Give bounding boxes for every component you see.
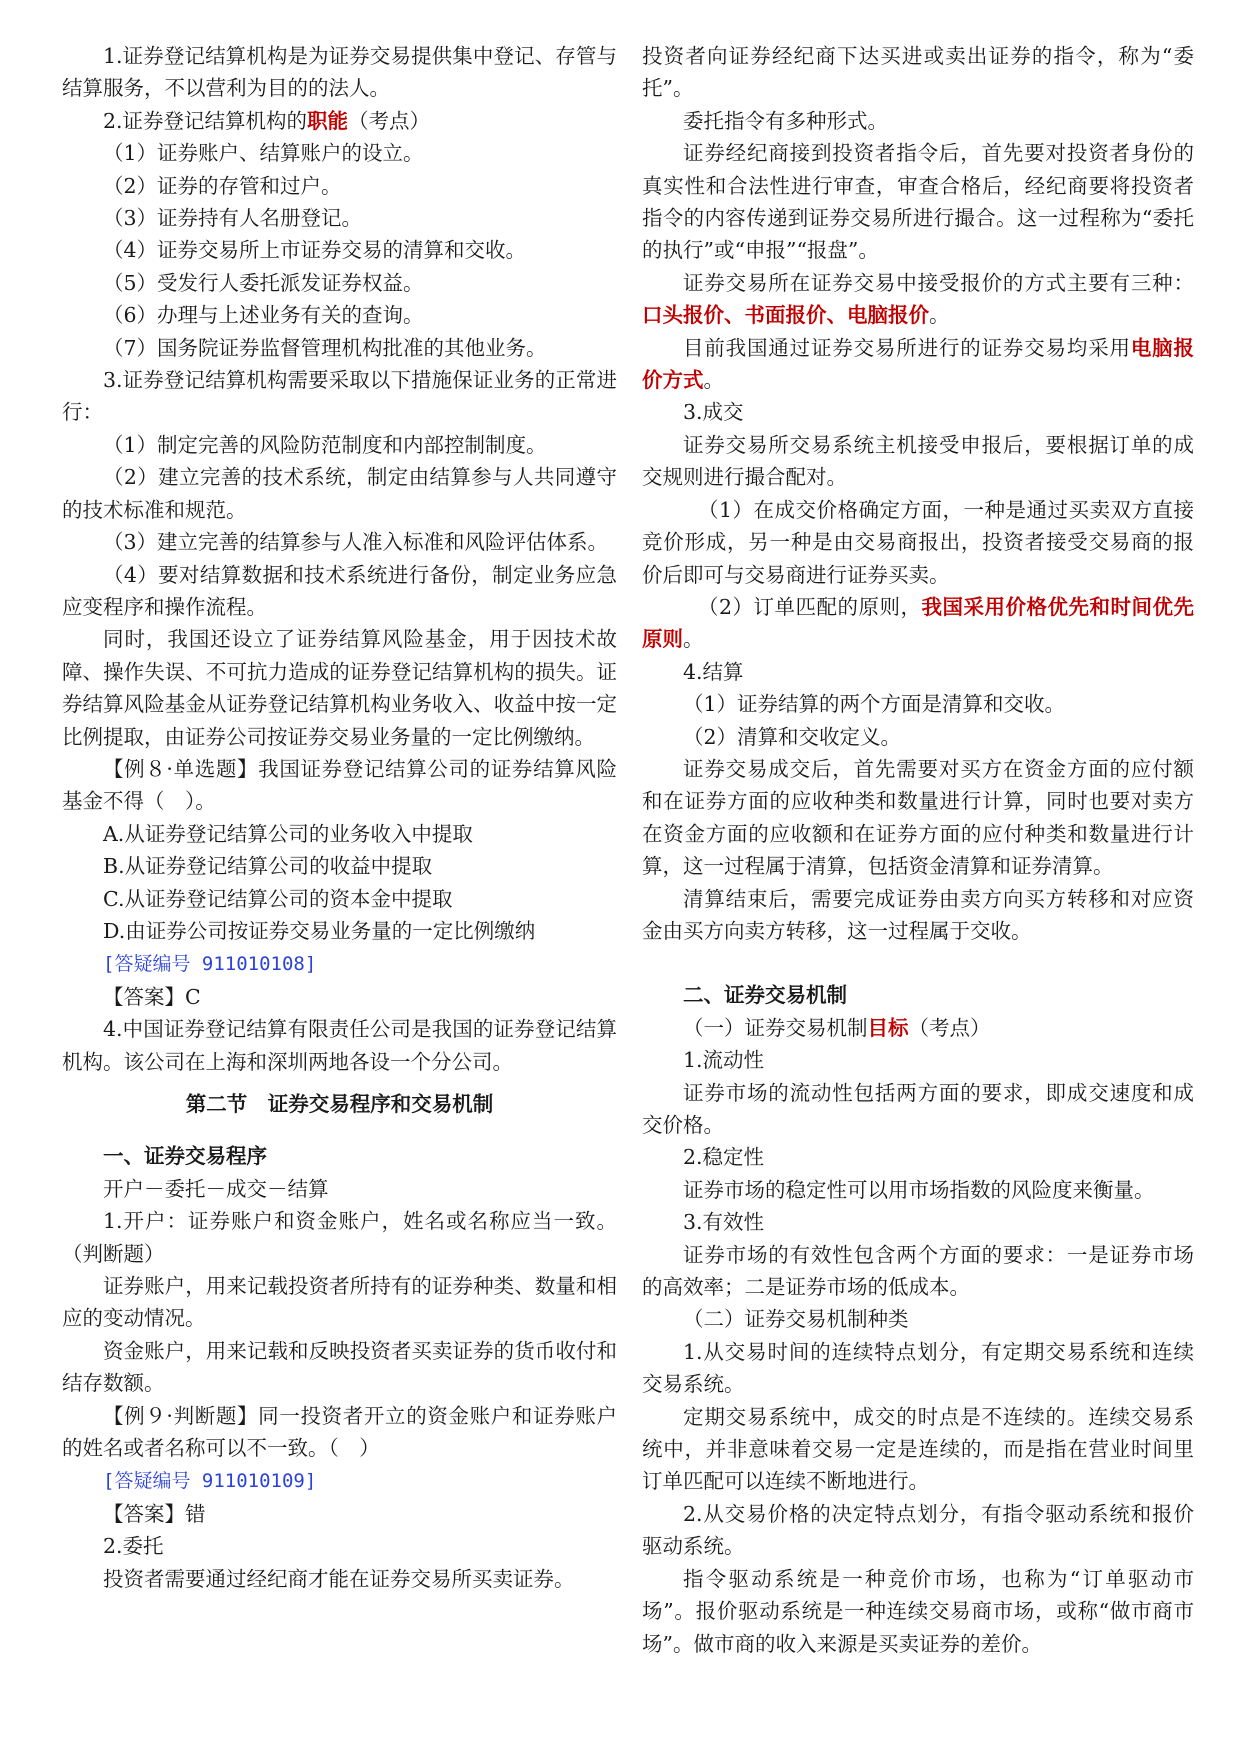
text: （一）证券交易机制 bbox=[683, 1015, 868, 1040]
paragraph: 证券市场的流动性包括两方面的要求，即成交速度和成交价格。 bbox=[642, 1080, 1194, 1137]
question-code-link[interactable] bbox=[62, 1464, 617, 1497]
subheading: 3.有效性 bbox=[683, 1210, 765, 1235]
spacer bbox=[62, 1078, 617, 1088]
highlight: 电脑报价方式 bbox=[642, 335, 1195, 393]
list-item: （7）国务院证券监督管理机构批准的其他业务。 bbox=[103, 335, 547, 360]
section-title: 第二节 证券交易程序和交易机制 bbox=[185, 1092, 494, 1116]
paragraph: 同时，我国还设立了证券结算风险基金，用于因技术故障、操作失误、不可抗力造成的证券登记结算机构的损失。证券结算风险基金从证券登记结算机构业务收入、收益中按一定比例提取，由证券公司按证券交易业务量的一定比例缴纳。 bbox=[62, 627, 617, 749]
paragraph: 开户－委托－成交－结算 bbox=[103, 1176, 329, 1201]
subheading bbox=[642, 1012, 1194, 1044]
subheading: 2.委托 bbox=[103, 1534, 164, 1559]
question-code-link[interactable] bbox=[62, 947, 617, 980]
text: （2）订单匹配的原则， bbox=[698, 594, 922, 619]
list-item: （3）建立完善的结算参与人准入标准和风险评估体系。 bbox=[103, 530, 609, 555]
paragraph: 证券市场的有效性包含两个方面的要求：一是证券市场的高效率；二是证券市场的低成本。 bbox=[642, 1242, 1194, 1300]
list-item: （2）清算和交收定义。 bbox=[683, 724, 902, 749]
question-code[interactable]: [答疑编号 911010108] bbox=[103, 953, 317, 976]
paragraph: （1）在成交价格确定方面，一种是通过买卖双方直接竞价形成，另一种是由交易商报出，投资者接受交易商的报价后即可与交易商进行证券买卖。 bbox=[642, 497, 1194, 587]
text: 目前我国通过证券交易所进行的证券交易均采用 bbox=[683, 335, 1131, 360]
answer: 【答案】错 bbox=[103, 1501, 206, 1526]
text: 。 bbox=[703, 368, 724, 393]
paragraph: 证券账户，用来记载投资者所持有的证券种类、数量和相应的变动情况。 bbox=[62, 1274, 617, 1331]
option: B.从证券登记结算公司的收益中提取 bbox=[103, 854, 433, 879]
spacer bbox=[62, 1120, 617, 1130]
right-column bbox=[642, 40, 1194, 1660]
list-item: （1）制定完善的风险防范制度和内部控制制度。 bbox=[103, 432, 547, 457]
paragraph: 证券经纪商接到投资者指令后，首先要对投资者身份的真实性和合法性进行审查，审查合格后，经纪商要将投资者指令的内容传递到证券交易所进行撮合。这一过程称为“委托的执行”或“申报”“报盘”。 bbox=[642, 141, 1194, 263]
heading: 二、证券交易机制 bbox=[683, 983, 847, 1008]
list-item: （2）建立完善的技术系统，制定由结算参与人共同遵守的技术标准和规范。 bbox=[62, 465, 617, 522]
option: D.由证券公司按证券交易业务量的一定比例缴纳 bbox=[103, 918, 536, 943]
paragraph bbox=[642, 267, 1194, 332]
list-item: （1）证券账户、结算账户的设立。 bbox=[103, 141, 424, 166]
paragraph: 定期交易系统中，成交的时点是不连续的。连续交易系统中，并非意味着交易一定是连续的，而是指在营业时间里订单匹配可以连续不断地进行。 bbox=[642, 1404, 1194, 1494]
text: 2.证券登记结算机构的 bbox=[103, 108, 308, 133]
list-item: （4）证券交易所上市证券交易的清算和交收。 bbox=[103, 238, 527, 263]
paragraph: 证券市场的稳定性可以用市场指数的风险度来衡量。 bbox=[683, 1177, 1155, 1202]
example-question: 【例９·判断题】同一投资者开立的资金账户和证券账户的姓名或者名称可以不一致。（ ） bbox=[62, 1403, 617, 1461]
highlight: 目标 bbox=[867, 1015, 909, 1040]
list-item: （5）受发行人委托派发证券权益。 bbox=[103, 270, 424, 295]
list-item: （1）证券结算的两个方面是清算和交收。 bbox=[683, 692, 1066, 717]
list-item: （3）证券持有人名册登记。 bbox=[103, 206, 363, 231]
question-code[interactable]: [答疑编号 911010109] bbox=[103, 1470, 317, 1493]
paragraph: 1.证券登记结算机构是为证券交易提供集中登记、存管与结算服务，不以营利为目的的法人。 bbox=[62, 44, 617, 101]
list-item: （4）要对结算数据和技术系统进行备份，制定业务应急应变程序和操作流程。 bbox=[62, 562, 617, 619]
paragraph: 证券交易所交易系统主机接受申报后，要根据订单的成交规则进行撮合配对。 bbox=[642, 432, 1194, 490]
paragraph: 投资者向证券经纪商下达买进或卖出证券的指令，称为“委托”。 bbox=[642, 44, 1194, 101]
text: 证券交易所在证券交易中接受报价的方式主要有三种： bbox=[683, 270, 1194, 295]
highlight: 口头报价、书面报价、电脑报价 bbox=[642, 303, 929, 328]
paragraph: 投资者需要通过经纪商才能在证券交易所买卖证券。 bbox=[103, 1566, 575, 1591]
functions-heading bbox=[62, 105, 617, 137]
paragraph: 1.开户：证券账户和资金账户，姓名或名称应当一致。（判断题） bbox=[62, 1209, 617, 1266]
paragraph: 指令驱动系统是一种竞价市场，也称为“订单驱动市场”。报价驱动系统是一种连续交易商市场，或称“做市商市场”。做市商的收入来源是买卖证券的差价。 bbox=[642, 1566, 1194, 1656]
text: （考点） bbox=[348, 108, 431, 133]
paragraph: 2.从交易价格的决定特点划分，有指令驱动系统和报价驱动系统。 bbox=[642, 1501, 1194, 1559]
paragraph: 证券交易成交后，首先需要对买方在资金方面的应付额和在证券方面的应收种类和数量进行计算，同时也要对卖方在资金方面的应收额和在证券方面的应付种类和数量进行计算，这一过程属于清算，包括资金清算和证券清算。 bbox=[642, 756, 1194, 879]
answer: 【答案】C bbox=[103, 984, 201, 1009]
paragraph: 资金账户，用来记载和反映投资者买卖证券的货币收付和结存数额。 bbox=[62, 1338, 617, 1396]
list-item: （2）证券的存管和过户。 bbox=[103, 173, 342, 198]
text: （考点） bbox=[908, 1015, 991, 1040]
example-question: 【例８·单选题】我国证券登记结算公司的证券结算风险基金不得（ ）。 bbox=[62, 756, 617, 814]
highlight: 职能 bbox=[307, 108, 349, 133]
paragraph: 1.从交易时间的连续特点划分，有定期交易系统和连续交易系统。 bbox=[642, 1339, 1194, 1397]
heading: 一、证券交易程序 bbox=[103, 1144, 267, 1169]
subheading: 3.成交 bbox=[683, 400, 744, 425]
subheading: 4.结算 bbox=[683, 659, 744, 684]
spacer bbox=[62, 1130, 617, 1140]
option: C.从证券登记结算公司的资本金中提取 bbox=[103, 886, 453, 911]
highlight: 我国采用价格优先和时间优先原则 bbox=[642, 594, 1195, 652]
paragraph: 3.证券登记结算机构需要采取以下措施保证业务的正常进行： bbox=[62, 368, 617, 425]
subheading: 2.稳定性 bbox=[683, 1145, 765, 1170]
subheading: 1.流动性 bbox=[683, 1048, 765, 1073]
list-item: （6）办理与上述业务有关的查询。 bbox=[103, 303, 424, 328]
option: A.从证券登记结算公司的业务收入中提取 bbox=[103, 821, 473, 846]
text: 。 bbox=[929, 303, 950, 328]
paragraph: 委托指令有多种形式。 bbox=[683, 108, 888, 133]
left-column bbox=[62, 40, 617, 1595]
paragraph: 4.中国证券登记结算有限责任公司是我国的证券登记结算机构。该公司在上海和深圳两地各设一个分公司。 bbox=[62, 1017, 617, 1074]
text: 。 bbox=[683, 627, 704, 652]
paragraph: 清算结束后，需要完成证券由卖方向买方转移和对应资金由买方向卖方转移，这一过程属于交收。 bbox=[642, 886, 1194, 943]
subheading: （二）证券交易机制种类 bbox=[683, 1307, 909, 1332]
spacer bbox=[642, 947, 1194, 979]
paragraph bbox=[642, 591, 1194, 656]
paragraph bbox=[642, 332, 1194, 397]
